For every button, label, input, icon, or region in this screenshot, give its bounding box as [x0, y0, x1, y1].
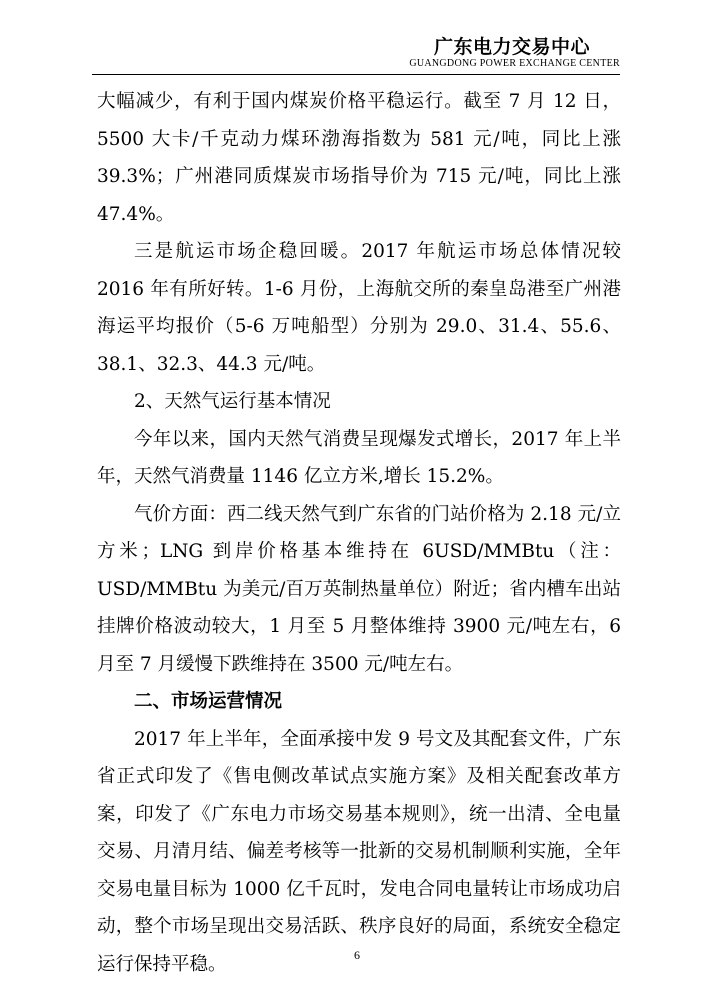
header-subtitle: GUANGDONG POWER EXCHANGE CENTER [409, 58, 620, 69]
page-header [92, 30, 620, 75]
page-number: 6 [354, 948, 360, 962]
paragraph-shipping-market: 三是航运市场企稳回暖。2017 年航运市场总体情况较2016 年有所好转。1-6 月份，上海航交所的秦皇岛港至广州港海运平均报价（5-6 万吨船型）分别为 29.0、31.4、55.6、38.1、32.3、44.3 元/吨。 [97, 241, 621, 375]
paragraph-gas-consumption: 今年以来，国内天然气消费呈现爆发式增长，2017 年上半年，天然气消费量 1146 亿立方米,增长 15.2%。 [97, 428, 621, 487]
section-heading-market-operation: 二、市场运营情况 [134, 691, 283, 712]
header-title: 广东电力交易中心 [433, 36, 590, 58]
paragraph-coal-prices: 大幅减少，有利于国内煤炭价格平稳运行。截至 7 月 12 日，5500 大卡/千克动力煤环渤海指数为 581 元/吨，同比上涨39.3%；广州港同质煤炭市场指导价为 715 元/吨，同比上涨47.4%。 [97, 91, 621, 225]
document-body [97, 83, 621, 983]
section-heading-natural-gas: 2、天然气运行基本情况 [134, 391, 331, 412]
paragraph-gas-prices: 气价方面：西二线天然气到广东省的门站价格为 2.18 元/立方米；LNG 到岸价格基本维持在 6USD/MMBtu（注：USD/MMBtu 为美元/百万英制热量单位）附近；省内槽车出站挂牌价格波动较大，1 月至 5 月整体维持 3900 元/吨左右，6 月至 7 月缓慢下跌维持在 3500 元/吨左右。 [97, 503, 621, 675]
paragraph-market-operation: 2017 年上半年，全面承接中发 9 号文及其配套文件，广东省正式印发了《售电侧改革试点实施方案》及相关配套改革方案，印发了《广东电力市场交易基本规则》，统一出清、全电量交易、月清月结、偏差考核等一批新的交易机制顺利实施，全年交易电量目标为 1000 亿千瓦时，发电合同电量转让市场成功启动，整个市场呈现出交易活跃、秩序良好的局面，系统安全稳定运行保持平稳。 [97, 728, 621, 975]
